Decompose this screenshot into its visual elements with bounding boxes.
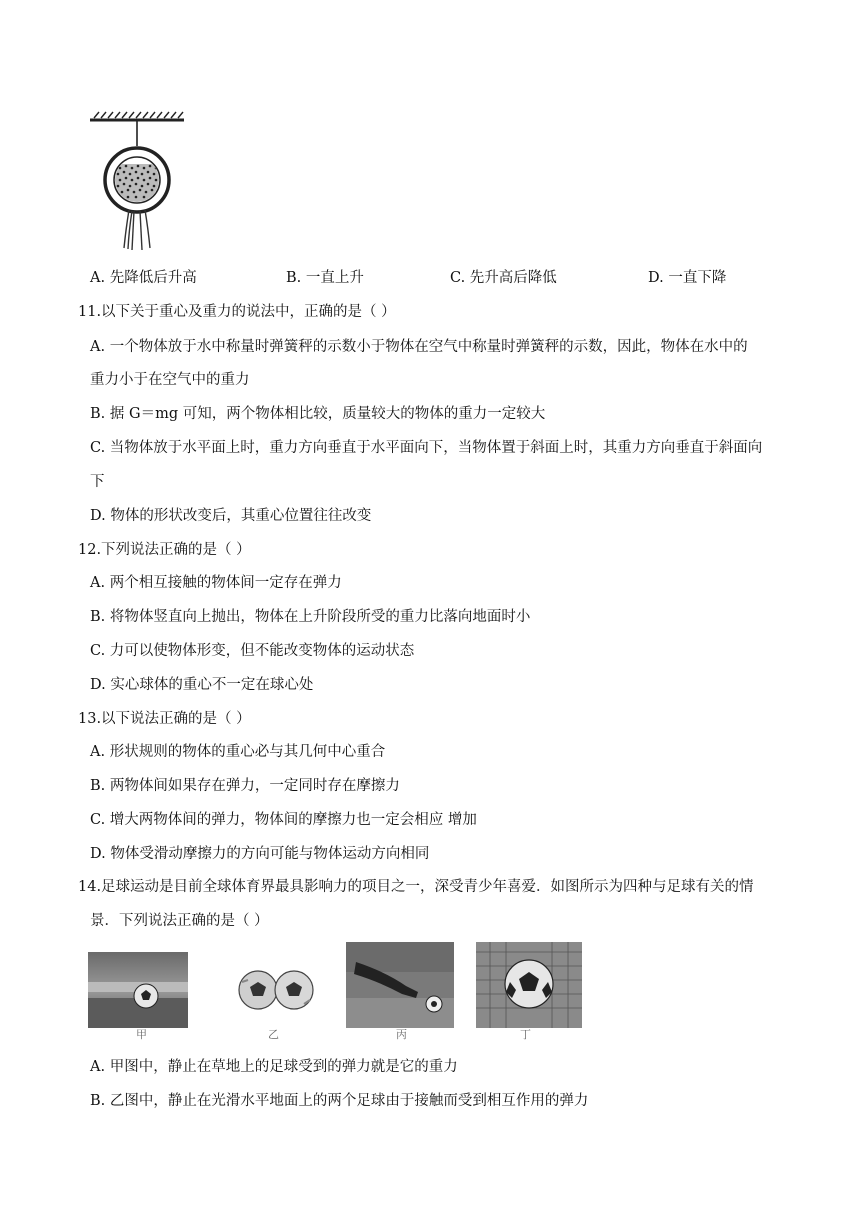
q11-option-a-cont: 重力小于在空气中的重力 bbox=[90, 372, 250, 388]
photo-label-jia: 甲 bbox=[136, 1028, 147, 1041]
q12-option-c: C. 力可以使物体形变，但不能改变物体的运动状态 bbox=[90, 643, 415, 659]
photo-label-yi: 乙 bbox=[268, 1028, 279, 1041]
option-a: A. 先降低后升高 bbox=[90, 270, 197, 286]
photo-yi-two-balls bbox=[226, 952, 326, 1028]
q11-option-b: B. 据 G＝mg 可知，两个物体相比较，质量较大的物体的重力一定较大 bbox=[90, 406, 546, 422]
q12-option-b: B. 将物体竖直向上抛出，物体在上升阶段所受的重力比落向地面时小 bbox=[90, 609, 531, 625]
q13-option-d: D. 物体受滑动摩擦力的方向可能与物体运动方向相同 bbox=[90, 846, 430, 862]
q14-option-b: B. 乙图中，静止在光滑水平地面上的两个足球由于接触而受到相互作用的弹力 bbox=[90, 1093, 589, 1109]
q14-option-a: A. 甲图中，静止在草地上的足球受到的弹力就是它的重力 bbox=[90, 1059, 458, 1075]
option-c: C. 先升高后降低 bbox=[450, 270, 557, 286]
question-12-stem: 12.下列说法正确的是（ ） bbox=[78, 542, 251, 558]
hanging-container-figure bbox=[88, 108, 198, 253]
photo-label-ding: 丁 bbox=[520, 1028, 531, 1041]
question-13-stem: 13.以下说法正确的是（ ） bbox=[78, 711, 251, 727]
q13-option-c: C. 增大两物体间的弹力，物体间的摩擦力也一定会相应 增加 bbox=[90, 812, 477, 828]
q11-option-c-cont: 下 bbox=[90, 474, 105, 490]
q12-option-a: A. 两个相互接触的物体间一定存在弹力 bbox=[90, 575, 342, 591]
q11-option-a: A. 一个物体放于水中称量时弹簧秤的示数小于物体在空气中称量时弹簧秤的示数，因此，物体在水中的 bbox=[90, 339, 748, 355]
photo-bing-kick bbox=[346, 942, 454, 1028]
photo-ding-ball-net bbox=[476, 942, 582, 1028]
question-14-stem: 14.足球运动是目前全球体育界最具影响力的项目之一，深受青少年喜爱．如图所示为四种与足球有关的情 bbox=[78, 879, 754, 895]
question-14-stem-cont: 景．下列说法正确的是（ ） bbox=[90, 913, 269, 929]
q13-option-a: A. 形状规则的物体的重心必与其几何中心重合 bbox=[90, 744, 386, 760]
q11-option-c: C. 当物体放于水平面上时，重力方向垂直于水平面向下，当物体置于斜面上时，其重力方向垂直于斜面向 bbox=[90, 440, 763, 456]
q12-option-d: D. 实心球体的重心不一定在球心处 bbox=[90, 677, 314, 693]
question-11-stem: 11.以下关于重心及重力的说法中，正确的是（ ） bbox=[78, 304, 396, 320]
q13-option-b: B. 两物体间如果存在弹力，一定同时存在摩擦力 bbox=[90, 778, 400, 794]
option-d: D. 一直下降 bbox=[648, 270, 727, 286]
q11-option-d: D. 物体的形状改变后，其重心位置往往改变 bbox=[90, 508, 372, 524]
photo-jia-ball-on-grass bbox=[88, 952, 188, 1028]
option-b: B. 一直上升 bbox=[286, 270, 364, 286]
photo-label-bing: 丙 bbox=[396, 1028, 407, 1041]
